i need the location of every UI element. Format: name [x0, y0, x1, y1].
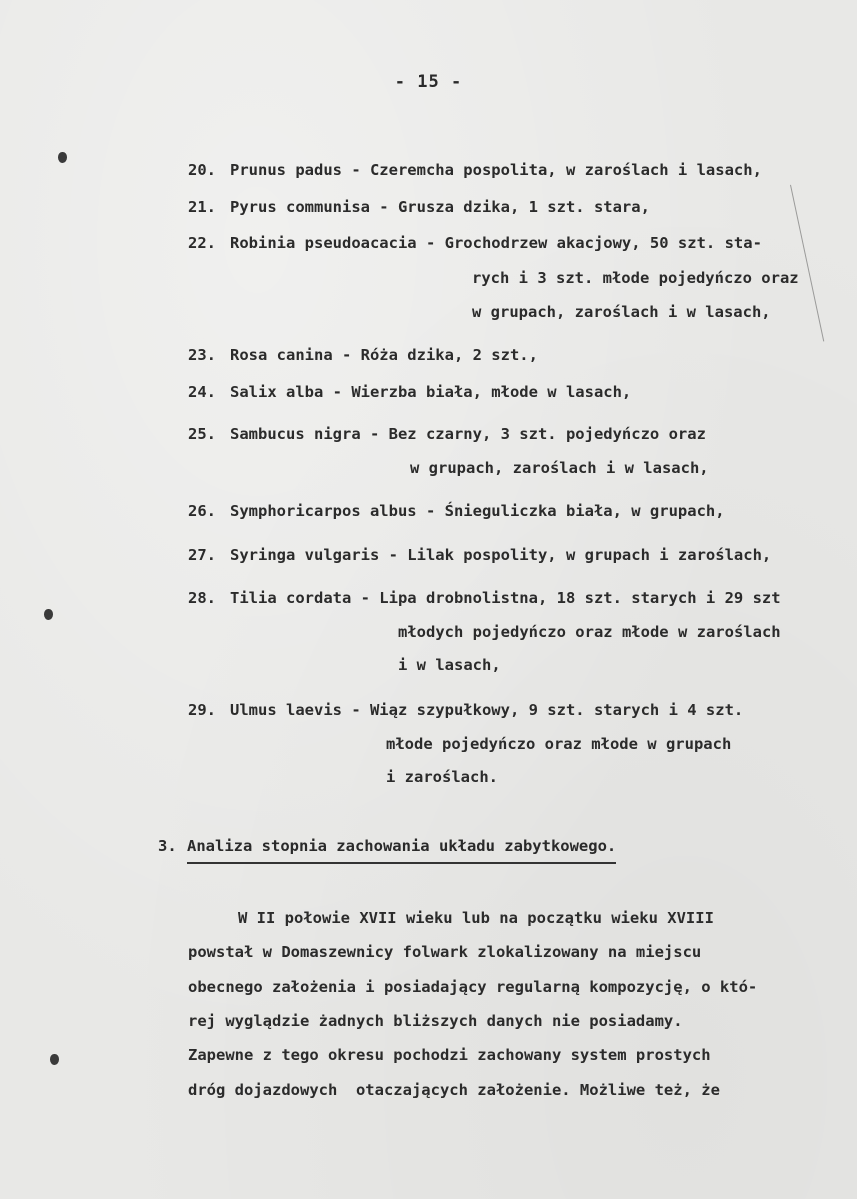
- entry-25: [188, 424, 706, 444]
- entry-28-continuation: i w lasach,: [398, 656, 501, 674]
- punch-hole-bottom: [50, 1054, 59, 1065]
- entry-27: [188, 545, 771, 565]
- paragraph-line: W II połowie XVII wieku lub na początku wieku XVIII: [238, 909, 714, 927]
- entry-25-continuation: w grupach, zaroślach i w lasach,: [410, 459, 709, 477]
- paragraph-line: dróg dojazdowych otaczających założenie. Możliwe też, że: [188, 1081, 720, 1099]
- paragraph-line: obecnego założenia i posiadający regularną kompozycję, o któ-: [188, 978, 758, 996]
- entry-number: 25.: [188, 425, 216, 443]
- punch-hole-middle: [44, 609, 53, 620]
- entry-21: [188, 197, 650, 217]
- entry-28: [188, 588, 781, 608]
- entry-text: Salix alba - Wierzba biała, młode w lasach,: [230, 383, 632, 401]
- entry-text: Pyrus communisa - Grusza dzika, 1 szt. stara,: [230, 198, 650, 216]
- entry-text: Tilia cordata - Lipa drobnolistna, 18 szt. starych i 29 szt: [230, 589, 781, 607]
- entry-number: 27.: [188, 546, 216, 564]
- entry-number: 26.: [188, 502, 216, 520]
- entry-29: [188, 700, 743, 720]
- section-title: Analiza stopnia zachowania układu zabytkowego.: [187, 836, 616, 864]
- entry-23: [188, 345, 538, 365]
- entry-26: [188, 501, 725, 521]
- entry-number: 21.: [188, 198, 216, 216]
- entry-20: [188, 160, 762, 180]
- margin-pencil-stroke: [790, 185, 824, 342]
- entry-number: 28.: [188, 589, 216, 607]
- entry-22: [188, 233, 762, 253]
- entry-22-continuation: rych i 3 szt. młode pojedyńczo oraz: [472, 269, 799, 287]
- entry-text: Sambucus nigra - Bez czarny, 3 szt. pojedyńczo oraz: [230, 425, 706, 443]
- entry-number: 23.: [188, 346, 216, 364]
- entry-number: 29.: [188, 701, 216, 719]
- entry-text: Rosa canina - Róża dzika, 2 szt.,: [230, 346, 538, 364]
- paragraph-line: rej wyglądzie żadnych bliższych danych nie posiadamy.: [188, 1012, 683, 1030]
- entry-text: Syringa vulgaris - Lilak pospolity, w grupach i zaroślach,: [230, 546, 772, 564]
- page-number: - 15 -: [394, 72, 463, 92]
- entry-text: Symphoricarpos albus - Śnieguliczka biała, w grupach,: [230, 502, 725, 520]
- entry-number: 24.: [188, 383, 216, 401]
- entry-text: Ulmus laevis - Wiąz szypułkowy, 9 szt. starych i 4 szt.: [230, 701, 744, 719]
- paragraph-line: powstał w Domaszewnicy folwark zlokalizowany na miejscu: [188, 943, 702, 961]
- entry-28-continuation: młodych pojedyńczo oraz młode w zaroślach: [398, 623, 781, 641]
- punch-hole-top: [58, 152, 67, 163]
- entry-text: Robinia pseudoacacia - Grochodrzew akacjowy, 50 szt. sta-: [230, 234, 762, 252]
- entry-24: [188, 382, 631, 402]
- entry-number: 20.: [188, 161, 216, 179]
- entry-29-continuation: młode pojedyńczo oraz młode w grupach: [386, 735, 732, 753]
- entry-text: Prunus padus - Czeremcha pospolita, w zaroślach i lasach,: [230, 161, 762, 179]
- entry-number: 22.: [188, 234, 216, 252]
- entry-29-continuation: i zaroślach.: [386, 768, 498, 786]
- section-number: 3.: [158, 837, 177, 855]
- entry-22-continuation: w grupach, zaroślach i w lasach,: [472, 303, 771, 321]
- paragraph-line: Zapewne z tego okresu pochodzi zachowany system prostych: [188, 1046, 711, 1064]
